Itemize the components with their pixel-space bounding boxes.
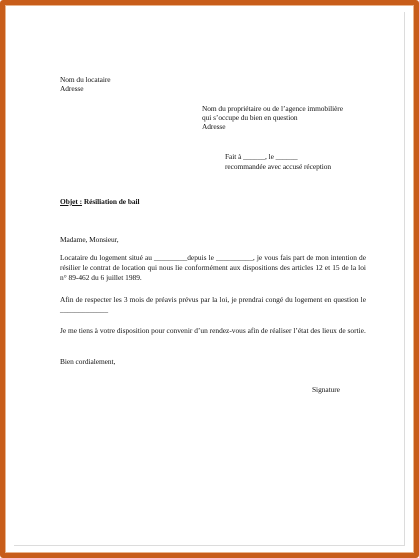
subject-text: Résiliation de bail [82,197,140,206]
closing: Bien cordialement, [60,357,116,366]
body-paragraph-3: Je me tiens à votre disposition pour convenir d’un rendez-vous afin de réaliser l’état des lieux de sortie. [60,326,366,335]
recipient-description: qui s’occupe du bien en question [202,113,298,122]
recipient-name: Nom du propriétaire ou de l’agence immobilière [202,104,343,113]
sender-address: Adresse [60,84,84,93]
subject-line [60,197,140,207]
body-paragraph-2: Afin de respecter les 3 mois de préavis prévus par la loi, je prendrai congé du logement en question le _____________ [60,295,366,315]
body-paragraph-1: Locataire du logement situé au _________depuis le __________, je vous fais part de mon intention de résilier le contrat de location qui nous lie conformément aux dispositions des articles 12 et 15 de la loi n° 89-462 du 6 juillet 1989. [60,253,366,283]
recipient-address: Adresse [202,122,226,131]
signature: Signature [312,385,340,394]
subject-label: Objet : [60,197,83,206]
place-date: Fait à ______, le ______ [225,152,298,161]
sending-mode: recommandée avec accusé réception [225,162,332,171]
salutation: Madame, Monsieur, [60,235,119,244]
sender-name: Nom du locataire [60,75,111,84]
